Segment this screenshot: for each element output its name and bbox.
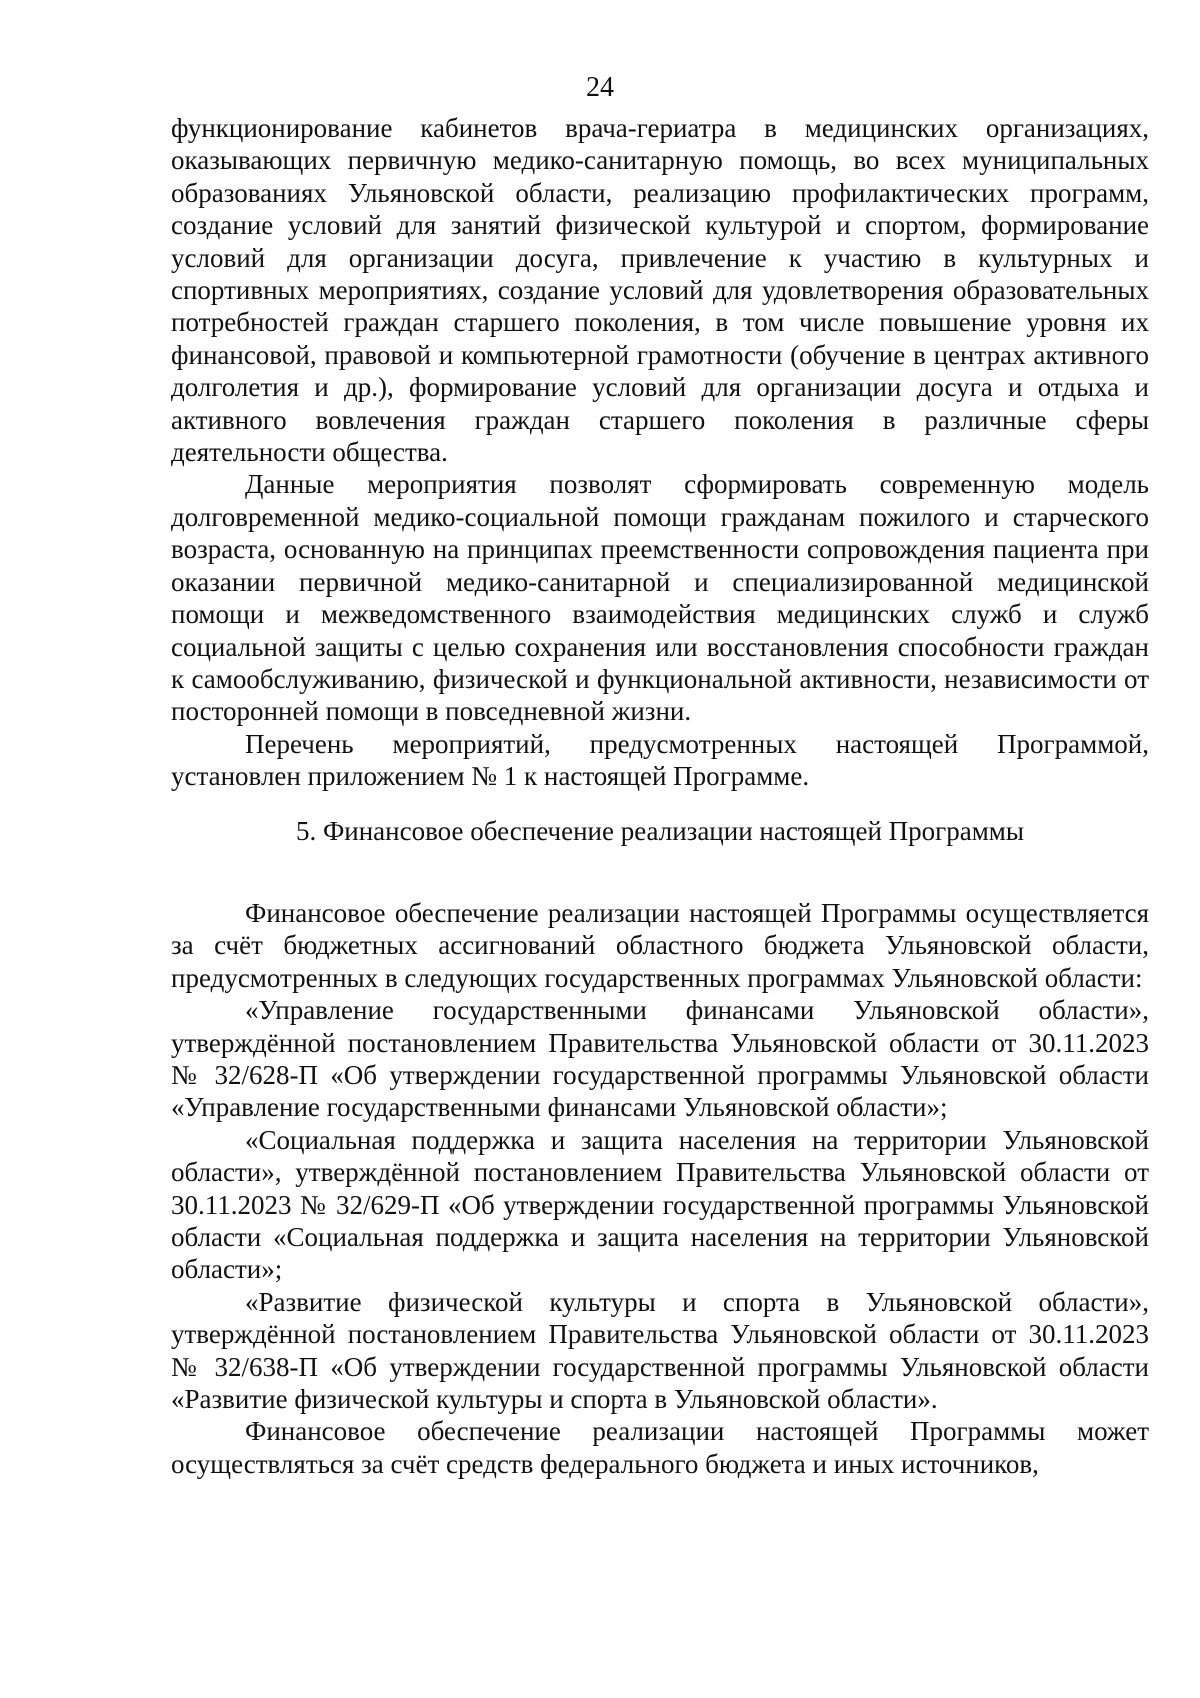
document-body [171, 112, 1149, 1480]
paragraph-financing-other-sources: Финансовое обеспечение реализации настоящей Программы может осуществляться за счёт средств федерального бюджета и иных источников, [171, 1416, 1149, 1479]
paragraph-program-finance-management: «Управление государственными финансами Ульяновской области», утверждённой постановлением Правительства Ульяновской области от 30.11.2023 № 32/628-П «Об утверждении государственной программы Ульяновской области «Управление государственными финансами Ульяновской области»; [171, 995, 1149, 1123]
paragraph-continued: функционирование кабинетов врача-гериатра в медицинских организациях, оказывающих первичную медико-санитарную помощь, во всех муниципальных образованиях Ульяновской области, реализацию профилактических программ, создание условий для занятий физической культурой и спортом, формирование условий для организации досуга, привлечение к участию в культурных и спортивных мероприятиях, создание условий для удовлетворения образовательных потребностей граждан старшего поколения, в том числе повышение уровня их финансовой, правовой и компьютерной грамотности (обучение в центрах активного долголетия и др.), формирование условий для организации досуга и отдыха и активного вовлечения граждан старшего поколения в различные сферы деятельности общества. [171, 113, 1149, 468]
paragraph-program-sport: «Развитие физической культуры и спорта в Ульяновской области», утверждённой постановлением Правительства Ульяновской области от 30.11.2023 № 32/638-П «Об утверждении государственной программы Ульяновской области «Развитие физической культуры и спорта в Ульяновской области». [171, 1286, 1149, 1415]
page-number: 24 [586, 72, 614, 103]
paragraph-measures-list: Перечень мероприятий, предусмотренных настоящей Программой, установлен приложением № 1 к настоящей Программе. [171, 728, 1149, 792]
paragraph-model-description: Данные мероприятия позволят сформировать современную модель долговременной медико-социальной помощи гражданам пожилого и старческого возраста, основанную на принципах преемственности сопровождения пациента при оказании первичной медико-санитарной и специализированной медицинской помощи и межведомственного взаимодействия медицинских служб и служб социальной защиты с целью сохранения или восстановления способности граждан к самообслуживанию, физической и функциональной активности, независимости от посторонней помощи в повседневной жизни. [171, 469, 1149, 727]
paragraph-financing-intro: Финансовое обеспечение реализации настоящей Программы осуществляется за счёт бюджетных ассигнований областного бюджета Ульяновской области, предусмотренных в следующих государственных программах Ульяновской области: [171, 897, 1149, 993]
section-heading: 5. Финансовое обеспечение реализации настоящей Программы [295, 815, 1025, 846]
paragraph-program-social-support: «Социальная поддержка и защита населения на территории Ульяновской области», утверждённой постановлением Правительства Ульяновской области от 30.11.2023 № 32/629-П «Об утверждении государственной программы Ульяновской области «Социальная поддержка и защита населения на территории Ульяновской области»; [171, 1124, 1149, 1285]
